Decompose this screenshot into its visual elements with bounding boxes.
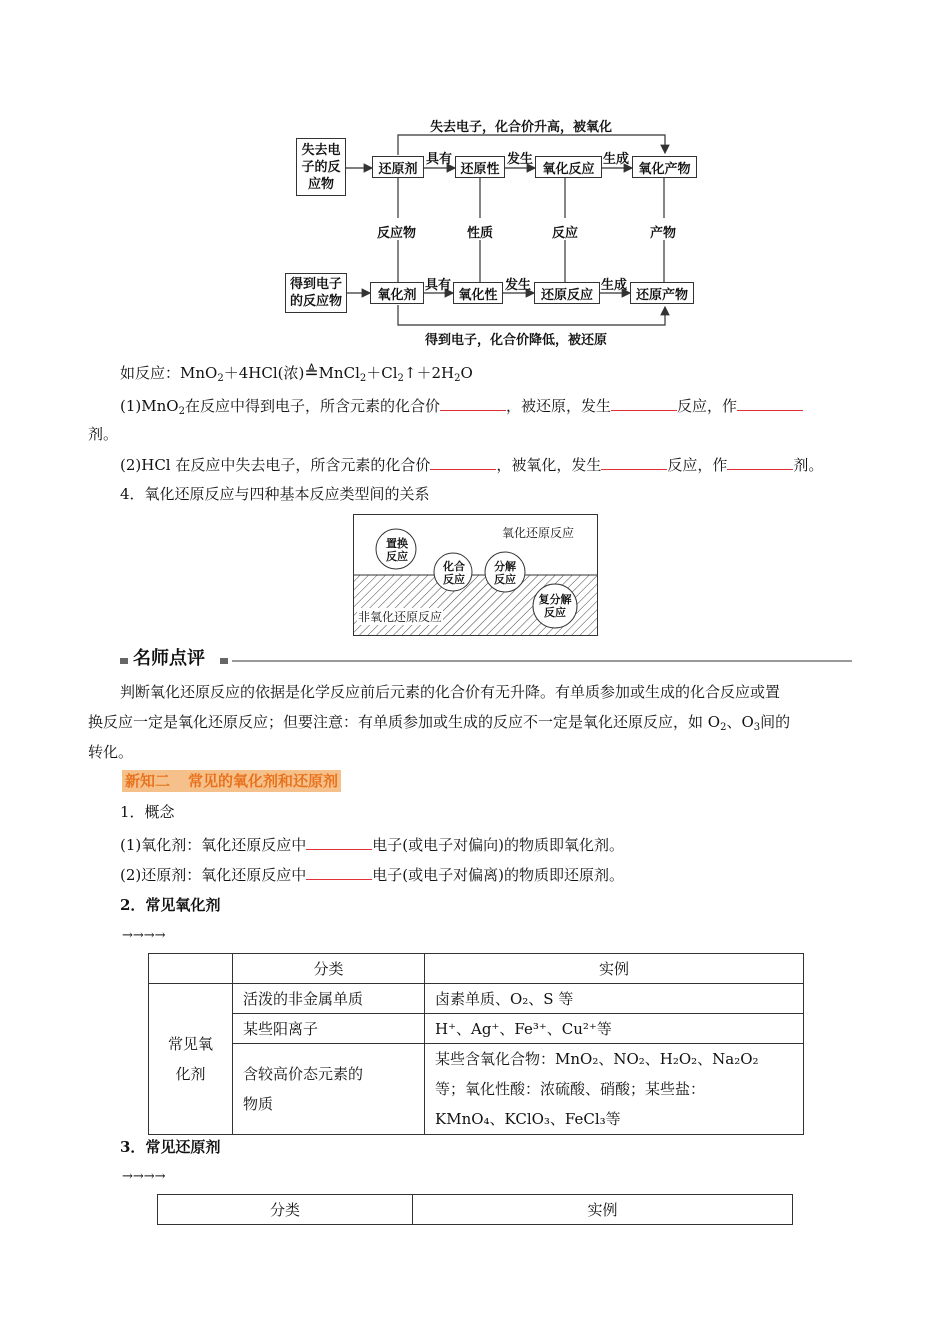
decomposition-reaction-label: 分解反应 bbox=[494, 560, 516, 586]
comment-line-1: 判断氧化还原反应的依据是化学反应前后元素的化合价有无升降。有单质参加或生成的化合反应或置 bbox=[120, 683, 781, 701]
edge-label: 生成 bbox=[601, 278, 628, 293]
table-cell: H⁺、Ag⁺、Fe³⁺、Cu²⁺等 bbox=[425, 1014, 804, 1044]
answer-blank[interactable] bbox=[306, 863, 372, 880]
table-cell: 活泼的非金属单质 bbox=[233, 984, 425, 1014]
row-group-header: 常见氧化剂 bbox=[149, 984, 233, 1135]
table-cell: 某些含氧化合物：MnO₂、NO₂、H₂O₂、Na₂O₂ 等；氧化性酸：浓硫酸、硝酸；某些盐： KMnO₄、KClO₃、FeCl₃等 bbox=[425, 1044, 804, 1135]
table-header-row bbox=[149, 954, 804, 984]
answer-blank[interactable] bbox=[611, 394, 677, 411]
concept-heading: 1．概念 bbox=[120, 803, 175, 821]
example-equation: 如反应：MnO$_2$＋4HCl(浓)$≜MnCl_2+Cl_2↑+2H_2O$ bbox=[120, 363, 473, 384]
section-title: 常见的氧化剂和还原剂 bbox=[188, 772, 339, 790]
comment-line-2: 换反应一定是氧化还原反应；但要注意：有单质参加或生成的反应不一定是氧化还原反应，如 $O_2$、$O_3$间的 bbox=[88, 713, 791, 733]
answer-blank[interactable] bbox=[737, 394, 803, 411]
oxidizability-box: 氧化性 bbox=[453, 282, 503, 304]
reductants-table bbox=[157, 1194, 793, 1225]
reduction-path-label: 得到电子，化合价降低，被还原 bbox=[425, 333, 608, 348]
edge-label: 发生 bbox=[507, 152, 534, 167]
answer-blank[interactable] bbox=[601, 453, 667, 470]
section-heading bbox=[122, 770, 341, 792]
table-row bbox=[149, 1014, 804, 1044]
table-header-row bbox=[158, 1195, 793, 1225]
oxidants-heading: 2．常见氧化剂 bbox=[120, 896, 221, 914]
edge-label: 具有 bbox=[425, 278, 452, 293]
concept-reductant: (2)还原剂：氧化还原反应中 电子(或电子对偏离)的物质即还原剂。 bbox=[120, 863, 624, 885]
item-4: 4．氧化还原反应与四种基本反应类型间的关系 bbox=[120, 485, 430, 503]
redox-region-label: 氧化还原反应 bbox=[502, 526, 575, 540]
reducing-agent-box: 还原剂 bbox=[372, 156, 424, 178]
oxidation-product-box: 氧化产物 bbox=[632, 156, 697, 178]
question-2: (2)HCl 在反应中失去电子，所含元素的化合价 ，被氧化，发生 反应，作 剂。 bbox=[120, 453, 823, 475]
answer-blank[interactable] bbox=[430, 453, 496, 470]
middle-label: 产物 bbox=[650, 226, 677, 241]
reducibility-box: 还原性 bbox=[455, 156, 505, 178]
double-decomposition-label: 复分解反应 bbox=[538, 593, 572, 619]
oxidants-arrows: →→→→ bbox=[122, 928, 166, 943]
table-row bbox=[149, 1044, 804, 1135]
middle-label: 反应 bbox=[552, 226, 579, 241]
oxidants-table bbox=[148, 953, 804, 1135]
middle-label: 反应物 bbox=[377, 226, 417, 241]
table-header: 分类 bbox=[233, 954, 425, 984]
edge-label: 生成 bbox=[603, 152, 630, 167]
gain-electron-reactant-box: 得到电子的反应物 bbox=[285, 273, 347, 313]
table-header: 实例 bbox=[425, 954, 804, 984]
edge-label: 具有 bbox=[426, 152, 453, 167]
concept-oxidant: (1)氧化剂：氧化还原反应中 电子(或电子对偏向)的物质即氧化剂。 bbox=[120, 833, 624, 855]
non-redox-region-label: 非氧化还原反应 bbox=[358, 610, 443, 624]
table-cell: 某些阳离子 bbox=[233, 1014, 425, 1044]
displacement-reaction-label: 置换反应 bbox=[386, 537, 408, 563]
answer-blank[interactable] bbox=[440, 394, 506, 411]
reductants-heading: 3．常见还原剂 bbox=[120, 1138, 221, 1156]
oxidizing-agent-box: 氧化剂 bbox=[370, 282, 424, 304]
header-decoration bbox=[120, 658, 128, 664]
oxidation-reaction-box: 氧化反应 bbox=[535, 156, 602, 178]
comment-line-3: 转化。 bbox=[88, 743, 134, 761]
table-header: 实例 bbox=[413, 1195, 793, 1225]
question-1: (1)MnO$_2$在反应中得到电子，所含元素的化合价 ，被还原，发生 反应，作 bbox=[120, 394, 803, 422]
reduction-product-box: 还原产物 bbox=[630, 282, 694, 304]
oxidation-path-label: 失去电子，化合价升高，被氧化 bbox=[430, 120, 613, 135]
table-row bbox=[149, 984, 804, 1014]
section-tag: 新知二 bbox=[125, 772, 171, 790]
lose-electron-reactant-box: 失去电子的反应物 bbox=[296, 138, 346, 196]
edge-label: 发生 bbox=[505, 278, 532, 293]
reductants-arrows: →→→→ bbox=[122, 1169, 166, 1184]
middle-label: 性质 bbox=[467, 226, 494, 241]
reduction-reaction-box: 还原反应 bbox=[534, 282, 600, 304]
answer-blank[interactable] bbox=[306, 833, 372, 850]
combination-reaction-label: 化合反应 bbox=[443, 560, 465, 586]
table-header: 分类 bbox=[158, 1195, 413, 1225]
header-rule bbox=[232, 660, 852, 662]
header-decoration bbox=[220, 658, 228, 664]
comment-title: 名师点评 bbox=[133, 648, 205, 669]
question-1-end: 剂。 bbox=[88, 425, 119, 443]
answer-blank[interactable] bbox=[727, 453, 793, 470]
table-cell: 卤素单质、O₂、S 等 bbox=[425, 984, 804, 1014]
table-cell: 含较高价态元素的物质 bbox=[233, 1044, 425, 1135]
